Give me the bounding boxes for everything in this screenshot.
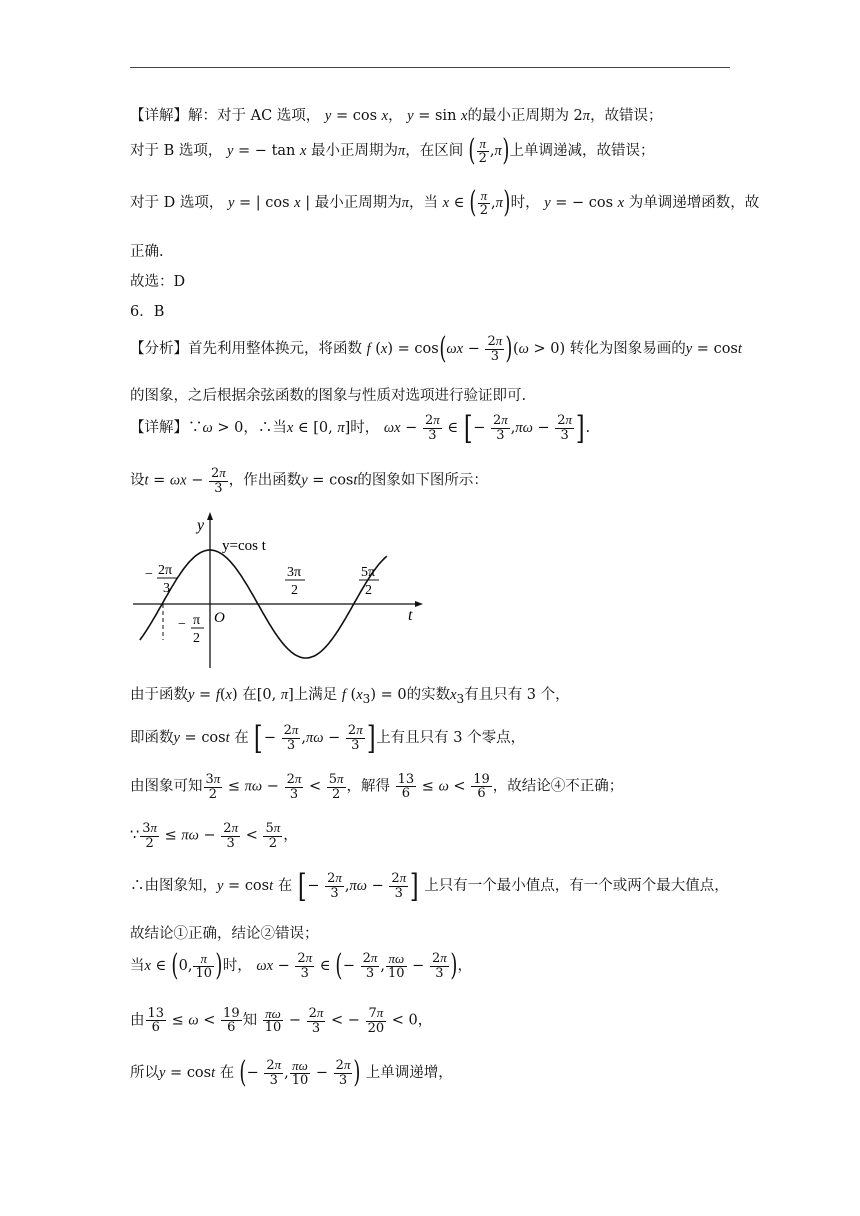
tick-3pi2-num: 3π (287, 565, 302, 580)
text-line-2: 对于 B 选项， y = − tan x 最小正周期为π，在区间 ( $\frac{\pi}{2}$ ,π)上单调递减，故错误； (130, 133, 655, 168)
curve-label: y=cos t (222, 538, 266, 554)
text-line-9: 【详解】∵ω > 0，∴当x ∈ [0, π]时， ωx − $\frac{2\pi}{3}$ ∈ [− $\frac{2\pi}{3}$ ,πω − $\frac{2\pi}{3}$ ]. (130, 409, 591, 447)
origin-label: O (214, 610, 225, 626)
text-line-8: 的图象，之后根据余弦函数的图象与性质对选项进行验证即可. (130, 388, 527, 404)
text-line-4: 正确. (130, 244, 164, 260)
text-line-11: 由于函数y = f(x) 在[0, π]上满足 f $(x_3) = 0$的实数$x_3$有且只有 3 个， (130, 687, 570, 706)
tick-neg-2pi3-den: 3 (163, 581, 170, 596)
tick-neg-pi2-num: π (193, 613, 201, 628)
cosine-graph (125, 510, 425, 670)
tick-neg-pi2-den: 2 (193, 631, 200, 646)
text-line-12: 即函数y = cost 在 [− $\frac{2\pi}{3}$ ,πω − $\frac{2\pi}{3}$ ]上有且只有 3 个零点， (130, 719, 526, 757)
text-line-13: 由图象可知 $\frac{3\pi}{2}$ ≤ πω − $\frac{2\pi}{3}$ < $\frac{5\pi}{2}$ ，解得 $\frac{13}{6}$ ≤ ω < $\frac{19}{6}$ ，故结论④不正确； (130, 771, 624, 802)
tick-neg-2pi3-minus: − (145, 567, 153, 582)
tick-5pi2-num: 5π (361, 565, 376, 580)
question-number: 6．B (130, 304, 165, 320)
t-axis-label: t (408, 607, 413, 624)
text-line-3: 对于 D 选项， y = | cos x | 最小正周期为π，当 x ∈ ( $\frac{\pi}{2}$ ,π)时， y = − cos x 为单调递增函数，故 (130, 185, 760, 220)
tick-neg-pi2-minus: − (178, 617, 186, 632)
y-axis-label: y (197, 517, 205, 534)
text-line-17: 当x ∈ (0, $\frac{\pi}{10}$ )时， ωx − $\frac{2\pi}{3}$ ∈ (− $\frac{2\pi}{3}$ , $\frac{\pi\omega}{10}$ − $\frac{2\pi}{3}$ )， (130, 948, 472, 983)
text-line-14: ∵ $\frac{3\pi}{2}$ ≤ πω − $\frac{2\pi}{3}$ < $\frac{5\pi}{2}$ ， (130, 820, 298, 851)
text-line-18: 由 $\frac{13}{6}$ ≤ ω < $\frac{19}{6}$ 知 $\frac{\pi\omega}{10}$ − $\frac{2\pi}{3}$ < − $\frac{7\pi}{20}$ < 0， (130, 1005, 433, 1036)
text-line-1: 【详解】解：对于 AC 选项， y = cos x， y = sin x的最小正周期为 2π，故错误； (130, 108, 663, 124)
text-line-5: 故选：D (130, 274, 186, 290)
text-line-15: ∴由图象知，y = cost 在 [− $\frac{2\pi}{3}$ ,πω − $\frac{2\pi}{3}$ ] 上只有一个最小值点，有一个或两个最大值点， (130, 867, 729, 905)
tick-neg-2pi3-num: 2π (158, 563, 173, 578)
text-line-7: 【分析】首先利用整体换元，将函数 f (x) = cos(ωx − $\frac{2\pi}{3}$ )(ω > 0) 转化为图象易画的y = cost (130, 331, 742, 366)
text-line-16: 故结论①正确，结论②错误； (130, 926, 319, 942)
header-rule (130, 67, 730, 68)
tick-5pi2-den: 2 (365, 583, 372, 598)
text-line-19: 所以y = cost 在 (− $\frac{2\pi}{3}$ , $\frac{\pi\omega}{10}$ − $\frac{2\pi}{3}$ ) 上单调递增， (130, 1055, 453, 1090)
tick-3pi2-den: 2 (291, 583, 298, 598)
t-axis-arrow (415, 601, 423, 607)
text-line-10: 设t = ωx − $\frac{2\pi}{3}$ ，作出函数y = cost的图象如下图所示： (130, 465, 488, 496)
y-axis-arrow (207, 512, 213, 520)
